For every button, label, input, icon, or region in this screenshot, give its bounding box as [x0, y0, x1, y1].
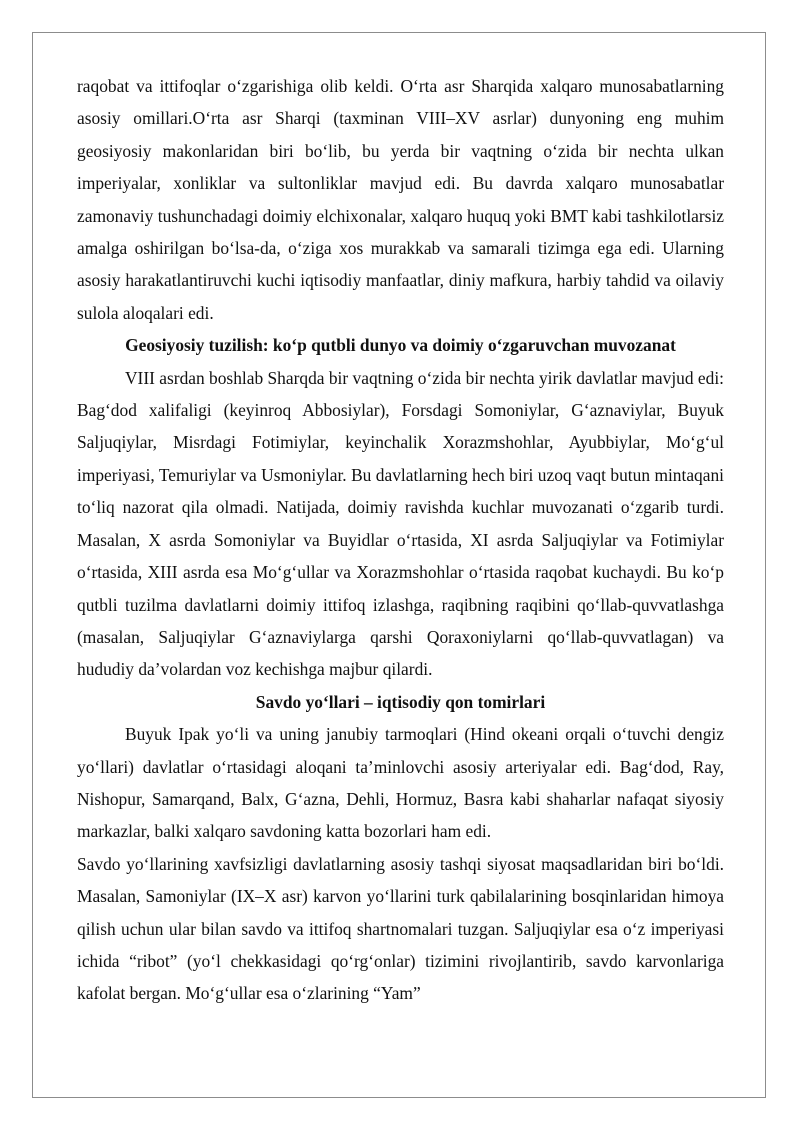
section-heading-trade-routes: Savdo yo‘llari – iqtisodiy qon tomirlari — [255, 691, 546, 712]
section-heading-geopolitics: Geosiyosiy tuzilish: ko‘p qutbli dunyo va doimiy o‘zgaruvchan muvozanat — [125, 335, 676, 356]
paragraph-3: Buyuk Ipak yo‘li va uning janubiy tarmoqlari (Hind okeani orqali o‘tuvchi dengiz yo‘llari) davlatlar o‘rtasidagi aloqani ta’minlovchi asosiy arteriyalar edi. Bag‘dod, Ray, Nishopur, Samarqand, Balx, G‘azna, Dehli, Hormuz, Basra kabi shaharlar nafaqat siyosiy markazlar, balki xalqaro savdoning katta bozorlari ham edi. — [77, 724, 724, 842]
document-body — [77, 70, 724, 1010]
paragraph-4: Savdo yo‘llarining xavfsizligi davlatlarning asosiy tashqi siyosat maqsadlaridan biri bo‘ldi. Masalan, Samoniylar (IX–X asr) karvon yo‘llarini turk qabilalarining bosqinlaridan himoya qilish uchun ular bilan savdo va ittifoq shartnomalari tuzgan. Saljuqiylar esa o‘z imperiyasi ichida “ribot” (yo‘l chekkasidagi qo‘rg‘onlar) tizimini rivojlantirib, savdo karvonlariga kafolat bergan. Mo‘g‘ullar esa o‘zlarining “Yam” — [77, 853, 724, 1004]
paragraph-2: VIII asrdan boshlab Sharqda bir vaqtning o‘zida bir nechta yirik davlatlar mavjud edi: Bag‘dod xalifaligi (keyinroq Abbosiylar), Forsdagi Somoniylar, G‘aznaviylar, Buyuk Saljuqiylar, Misrdagi Fotimiylar, keyinchalik Xorazmshohlar, Ayubbiylar, Mo‘g‘ul imperiyasi, Temuriylar va Usmoniylar. Bu davlatlarning hech biri uzoq vaqt butun mintaqani to‘liq nazorat qila olmadi. Natijada, doimiy ravishda kuchlar muvozanati o‘zgarib turdi. Masalan, X asrda Somoniylar va Buyidlar o‘rtasida, XI asrda Saljuqiylar va Fotimiylar o‘rtasida, XIII asrda esa Mo‘g‘ullar va Xorazmshohlar o‘rtasida raqobat kuchaydi. Bu ko‘p qutbli tuzilma davlatlarni doimiy ittifoq izlashga, raqibning raqibini qo‘llab-quvvatlashga (masalan, Saljuqiylar G‘aznaviylarga qarshi Qoraxoniylarni qo‘llab-quvvatlagan) va hududiy da’volardan voz kechishga majbur qilardi. — [77, 367, 724, 680]
paragraph-1: raqobat va ittifoqlar o‘zgarishiga olib keldi. O‘rta asr Sharqida xalqaro munosabatlarning asosiy omillari.O‘rta asr Sharqi (taxminan VIII–XV asrlar) dunyoning eng muhim geosiyosiy makonlaridan biri bo‘lib, bu yerda bir vaqtning o‘zida bir nechta ulkan imperiyalar, xonliklar va sultonliklar mavjud edi. Bu davrda xalqaro munosabatlar zamonaviy tushunchadagi doimiy elchixonalar, xalqaro huquq yoki BMT kabi tashkilotlarsiz amalga oshirilgan bo‘lsa-da, o‘ziga xos murakkab va samarali tizimga ega edi. Ularning asosiy harakatlantiruvchi kuchi iqtisodiy manfaatlar, diniy mafkura, harbiy tahdid va oilaviy sulola aloqalari edi. — [77, 76, 724, 323]
